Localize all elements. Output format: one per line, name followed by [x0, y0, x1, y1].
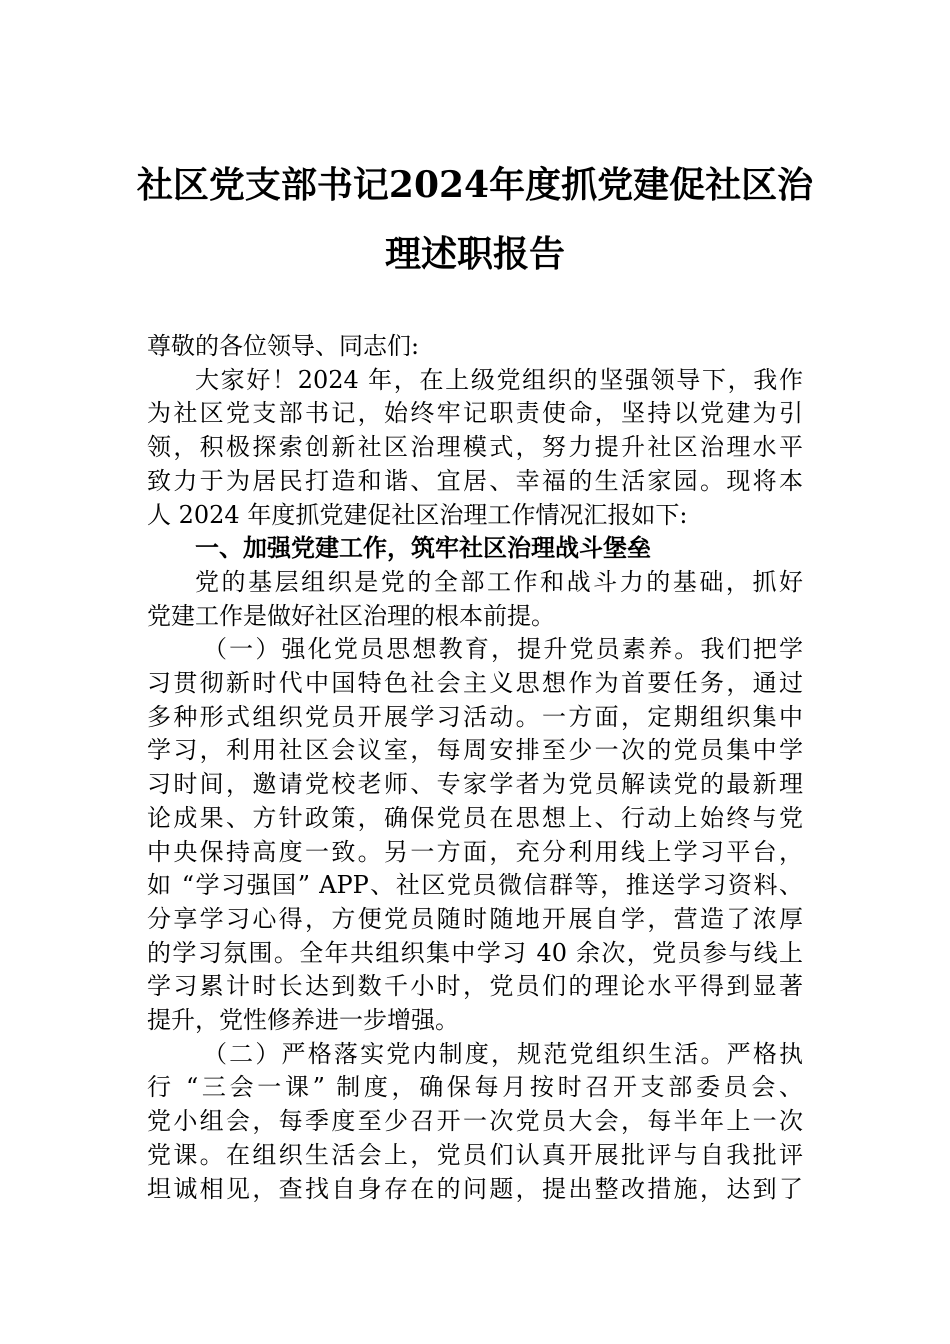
body-line: 论成果、方针政策，确保党员在思想上、行动上始终与党: [147, 804, 803, 832]
body-line: （一）强化党员思想教育，提升党员素养。我们把学: [203, 635, 803, 663]
body-line: 大家好！2024 年，在上级党组织的坚强领导下，我作: [195, 366, 803, 394]
body-line: 提升，党性修养进一步增强。: [147, 1006, 459, 1034]
section-heading: 一、加强党建工作，筑牢社区治理战斗堡垒: [195, 534, 651, 562]
body-line: 人 2024 年度抓党建促社区治理工作情况汇报如下:: [147, 501, 688, 529]
body-line: 党课。在组织生活会上，党员们认真开展批评与自我批评: [147, 1141, 803, 1169]
body-line: 尊敬的各位领导、同志们:: [147, 332, 420, 360]
body-line: 坦诚相见，查找自身存在的问题，提出整改措施，达到了: [147, 1175, 803, 1203]
body-line: 多种形式组织党员开展学习活动。一方面，定期组织集中: [147, 703, 803, 731]
body-line: 为社区党支部书记，始终牢记职责使命，坚持以党建为引: [147, 399, 803, 427]
body-line: 分享学习心得，方便党员随时随地开展自学，营造了浓厚: [147, 905, 803, 933]
body-line: 的学习氛围。全年共组织集中学习 40 余次，党员参与线上: [147, 939, 803, 967]
document-title-line-2: 理述职报告: [384, 233, 565, 275]
body-line: 党小组会，每季度至少召开一次党员大会，每半年上一次: [147, 1107, 803, 1135]
body-line: 领，积极探索创新社区治理模式，努力提升社区治理水平: [147, 433, 803, 461]
body-line: 学习累计时长达到数千小时，党员们的理论水平得到显著: [147, 972, 803, 1000]
body-line: 学习，利用社区会议室，每周安排至少一次的党员集中学: [147, 736, 803, 764]
body-line: 行 “三会一课” 制度，确保每月按时召开支部委员会、: [147, 1073, 803, 1101]
body-line: （二）严格落实党内制度，规范党组织生活。严格执: [203, 1040, 803, 1068]
document-title-line-1: 社区党支部书记2024年度抓党建促社区治: [136, 164, 814, 206]
body-line: 党建工作是做好社区治理的根本前提。: [147, 602, 555, 630]
body-line: 致力于为居民打造和谐、宜居、幸福的生活家园。现将本: [147, 467, 803, 495]
body-line: 中央保持高度一致。另一方面，充分利用线上学习平台，: [147, 838, 803, 866]
body-line: 习贯彻新时代中国特色社会主义思想作为首要任务，通过: [147, 669, 803, 697]
body-line: 如 “学习强国” APP、社区党员微信群等，推送学习资料、: [147, 871, 803, 899]
body-line: 习时间，邀请党校老师、专家学者为党员解读党的最新理: [147, 770, 803, 798]
body-line: 党的基层组织是党的全部工作和战斗力的基础，抓好: [195, 568, 803, 596]
